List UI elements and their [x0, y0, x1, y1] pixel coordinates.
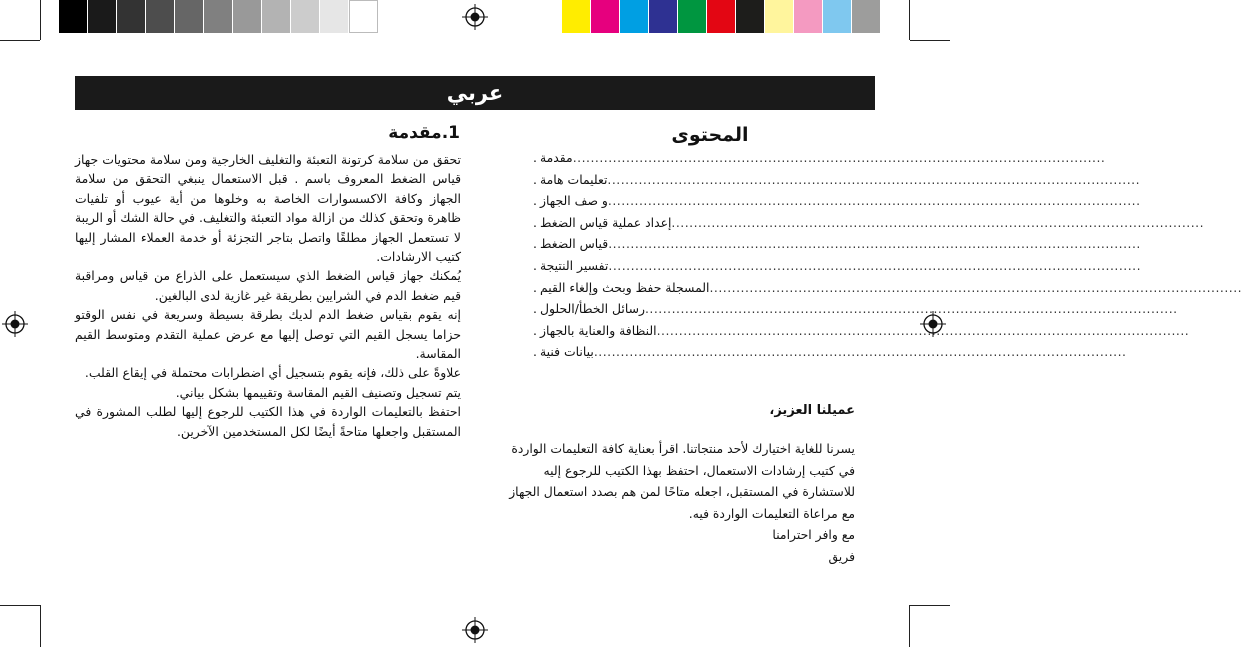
- gray-swatch: [59, 0, 88, 33]
- color-swatch: [707, 0, 736, 33]
- toc-leader-dots: ........................................................................................................................: [709, 279, 1242, 295]
- toc-item-label: قياس الضغط: [540, 236, 609, 252]
- toc-item-saved-values[interactable]: [530, 279, 1242, 302]
- registration-mark-bottom-icon: [462, 617, 488, 643]
- crop-mark-top-right-v: [909, 0, 910, 40]
- toc-item-label: و صف الجهاز: [540, 193, 608, 209]
- color-swatch: [823, 0, 852, 33]
- gray-swatch: [88, 0, 117, 33]
- toc-item-label: رسائل الخطأ/الحلول: [540, 301, 645, 317]
- toc-item-device-description[interactable]: [530, 193, 1141, 215]
- crop-mark-bottom-left-v: [40, 605, 41, 647]
- letter-signature: فريق: [828, 548, 855, 564]
- letter-greeting: عميلنا العزيز،: [769, 403, 855, 418]
- intro-paragraph: إنه يقوم بقياس ضغط الدم لديك بطرقة بسيطة وسريعة في نفس الوقتو حزاما يسجل القيم التي توصل إليها مع عرض عملية التقدم ومتوسط القيم المقاسة.: [75, 307, 461, 362]
- toc-item-introduction[interactable]: [530, 150, 1106, 172]
- toc-item-result-interpretation[interactable]: [530, 257, 1142, 280]
- toc-item-measurement-preparation[interactable]: [530, 214, 1205, 237]
- color-swatch: [678, 0, 707, 33]
- toc-bullet: .: [533, 301, 537, 317]
- color-swatch: [620, 0, 649, 33]
- toc-bullet: .: [533, 193, 537, 209]
- gray-swatch: [175, 0, 204, 33]
- crop-mark-bottom-right-h: [910, 605, 950, 606]
- toc-leader-dots: ........................................................................................................................: [644, 301, 1178, 317]
- toc-item-label: تفسير النتيجة: [540, 257, 609, 273]
- toc-leader-dots: ........................................................................................................................: [608, 236, 1141, 252]
- gray-swatch: [320, 0, 349, 33]
- registration-mark-top-icon: [462, 4, 488, 30]
- toc-item-label: إعداد عملية قياس الضغط: [540, 214, 672, 230]
- toc-item-blood-pressure-measurement[interactable]: [530, 236, 1141, 258]
- color-swatch: [765, 0, 794, 33]
- gray-swatch: [233, 0, 262, 33]
- toc-item-error-messages[interactable]: [530, 301, 1178, 323]
- crop-mark-top-right-h: [910, 40, 950, 41]
- toc-item-label: المسجلة حفظ وبحث وإلغاء القيم: [540, 279, 710, 295]
- color-swatch: [736, 0, 765, 33]
- registration-mark-left-icon: [2, 311, 28, 337]
- toc-leader-dots: ........................................................................................................................: [607, 193, 1141, 209]
- color-swatch: [562, 0, 591, 33]
- color-swatch: [649, 0, 678, 33]
- color-swatch: [591, 0, 620, 33]
- crop-mark-bottom-left-h: [0, 605, 40, 606]
- color-swatch: [794, 0, 823, 33]
- toc-bullet: .: [533, 279, 537, 295]
- letter-body: [495, 438, 855, 567]
- language-header: عربي: [75, 76, 875, 110]
- toc-leader-dots: ........................................................................................................................: [671, 214, 1205, 230]
- crop-mark-top-left-h: [0, 40, 40, 41]
- letter-paragraph: يسرنا للغاية اختيارك لأحد منتجاتنا. اقرأ بعناية كافة التعليمات الواردة في كتيب إرشادات الاستعمال، احتفظ بهذا الكتيب للرجوع إليه للاستشارة في المستقبل، اجعله متاحًا لمن هم بصدد استعمال الجهاز مع مراعاة التعليمات الواردة فيه.: [509, 441, 855, 521]
- toc-bullet: .: [533, 322, 537, 338]
- intro-paragraph: احتفظ بالتعليمات الواردة في هذا الكتيب للرجوع إليها لطلب المشورة في المستقبل واجعلها متاحةً أيضًا لكل المستخدمين الآخرين.: [75, 404, 461, 439]
- gray-swatch: [117, 0, 146, 33]
- toc-item-label: النظافة والعناية بالجهاز: [540, 322, 657, 338]
- grayscale-calibration-bar: [59, 0, 378, 33]
- toc-leader-dots: ........................................................................................................................: [656, 322, 1190, 338]
- introduction-title: 1.مقدمة: [388, 123, 460, 143]
- color-swatch: [852, 0, 881, 33]
- intro-paragraph: يُمكنك جهاز قياس الضغط الذي سيستعمل على الذراع من قياس ومراقبة قيم ضغط الدم في الشرايين بطريقة غير غازية لدى البالغين.: [75, 268, 461, 303]
- toc-item-technical-data[interactable]: [530, 344, 1127, 366]
- toc-leader-dots: ........................................................................................................................: [593, 344, 1127, 360]
- color-calibration-bar: [562, 0, 881, 33]
- toc-item-label: بيانات فنية: [540, 344, 594, 360]
- toc-bullet: .: [533, 257, 537, 273]
- toc-title: المحتوى: [671, 124, 749, 146]
- gray-swatch: [349, 0, 378, 33]
- toc-item-label: تعليمات هامة: [540, 171, 608, 187]
- gray-swatch: [262, 0, 291, 33]
- letter-closing: مع وافر احترامنا: [772, 527, 855, 542]
- introduction-body: [75, 150, 461, 441]
- crop-mark-bottom-right-v: [909, 605, 910, 647]
- toc-leader-dots: ........................................................................................................................: [607, 171, 1141, 187]
- toc-bullet: .: [533, 214, 537, 230]
- toc-item-cleaning-care[interactable]: [530, 322, 1190, 345]
- gray-swatch: [204, 0, 233, 33]
- toc-leader-dots: ........................................................................................................................: [572, 150, 1106, 165]
- toc-list: [530, 150, 1242, 366]
- toc-bullet: .: [533, 344, 537, 360]
- toc-leader-dots: ........................................................................................................................: [608, 257, 1142, 273]
- intro-paragraph: علاوةً على ذلك، فإنه يقوم بتسجيل أي اضطرابات محتملة في إيقاع القلب.: [84, 365, 461, 381]
- toc-bullet: .: [533, 236, 537, 252]
- gray-swatch: [146, 0, 175, 33]
- intro-paragraph: يتم تسجيل وتصنيف القيم المقاسة وتقييمها بشكل بياني.: [175, 384, 461, 400]
- crop-mark-top-left-v: [40, 0, 41, 40]
- gray-swatch: [291, 0, 320, 33]
- intro-paragraph: تحقق من سلامة كرتونة التعبئة والتغليف الخارجية ومن سلامة محتويات جهاز قياس الضغط المعروف باسم . قبل الاستعمال ينبغي التحقق من سلامة الجهاز وكافة الاكسسوارات الخاصة به وخلوها من أية عيوب أو تلفيات ظاهرة وتحقق كذلك من ازالة مواد التعبئة والتغليف. في حالة الشك أو الريبة لا تستعمل الجهاز مطلقًا واتصل بتاجر التجزئة أو خدمة العملاء المشار إليها كتيب الارشادات.: [75, 152, 461, 265]
- toc-item-important-instructions[interactable]: [530, 171, 1141, 194]
- toc-bullet: .: [533, 171, 537, 187]
- toc-item-label: مقدمة: [540, 150, 573, 165]
- toc-bullet: .: [533, 150, 537, 165]
